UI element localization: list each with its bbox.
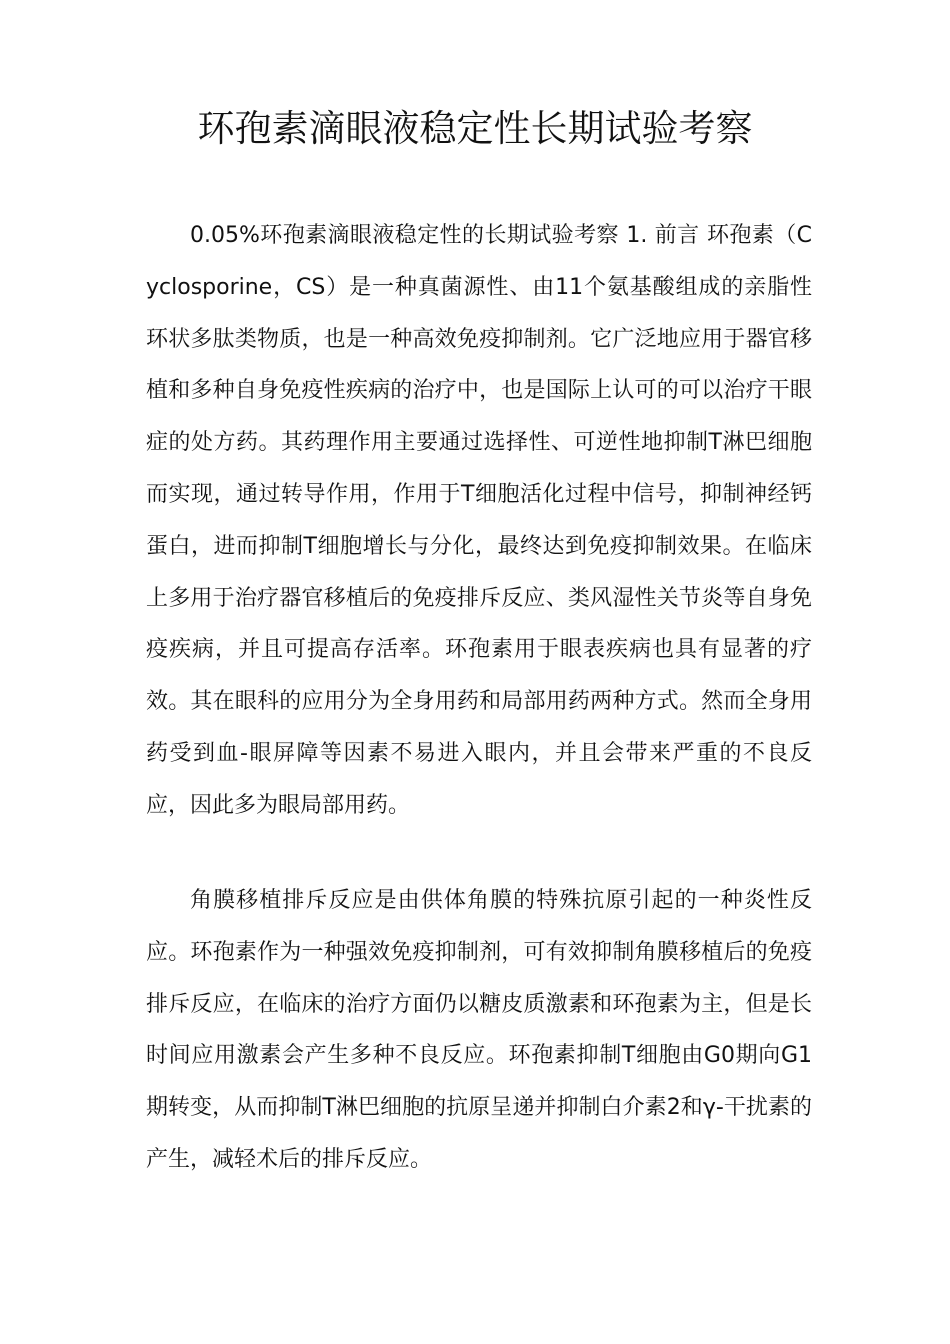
paragraph-corneal-transplant: 角膜移植排斥反应是由供体角膜的特殊抗原引起的一种炎性反应。环孢素作为一种强效免疫抑制剂，可有效抑制角膜移植后的免疫排斥反应，在临床的治疗方面仍以糖皮质激素和环孢素为主，但是长时间应用激素会产生多种不良反应。环孢素抑制T细胞由G0期向G1期转变，从而抑制T淋巴细胞的抗原呈递并抑制白介素2和γ-干扰素的产生，减轻术后的排斥反应。 [146, 888, 812, 1172]
document-title: 环孢素滴眼液稳定性长期试验考察 [197, 107, 753, 150]
paragraph-intro: 0.05%环孢素滴眼液稳定性的长期试验考察 1. 前言 环孢素（Cyclosporine，CS）是一种真菌源性、由11个氨基酸组成的亲脂性环状多肽类物质，也是一种高效免疫抑制剂。它广泛地应用于器官移植和多种自身免疫性疾病的治疗中，也是国际上认可的可以治疗干眼症的处方药。其药理作用主要通过选择性、可逆性地抑制T淋巴细胞而实现，通过转导作用，作用于T细胞活化过程中信号，抑制神经钙蛋白，进而抑制T细胞增长与分化，最终达到免疫抑制效果。在临床上多用于治疗器官移植后的免疫排斥反应、类风湿性关节炎等自身免疫疾病，并且可提高存活率。环孢素用于眼表疾病也具有显著的疗效。其在眼科的应用分为全身用药和局部用药两种方式。然而全身用药受到血-眼屏障等因素不易进入眼内，并且会带来严重的不良反应，因此多为眼局部用药。 [146, 223, 812, 818]
